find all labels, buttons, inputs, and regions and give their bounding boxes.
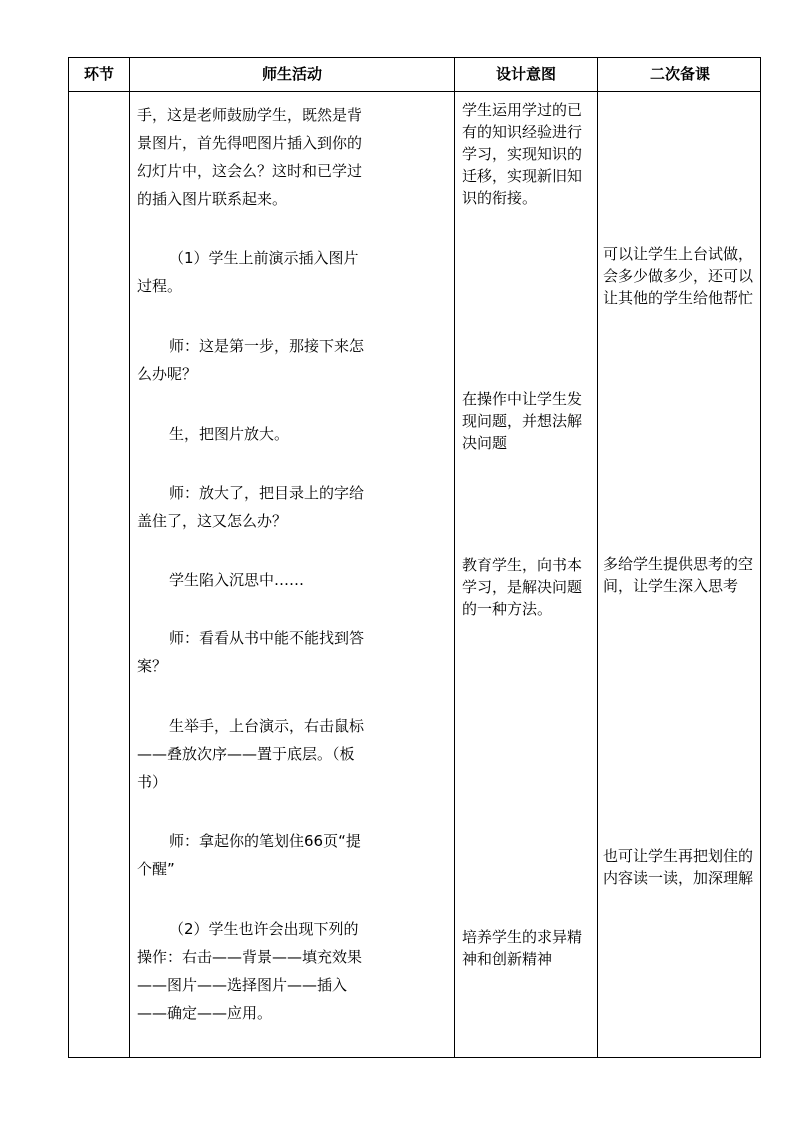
design-intent-note: 学生运用学过的已有的知识经验进行学习，实现知识的迁移，实现新旧知识的衔接。 <box>462 101 583 207</box>
lesson-plan-table <box>68 57 761 1058</box>
header-second-prep: 二次备课 <box>649 65 710 83</box>
activity-paragraph: 师：拿起你的笔划住66页“提个醒” <box>137 832 361 878</box>
header-divider <box>69 91 760 92</box>
column-divider <box>597 58 598 1057</box>
activity-paragraph: 师：这是第一步，那接下来怎么办呢？ <box>137 337 365 383</box>
design-intent-note: 在操作中让学生发现问题，并想法解决问题 <box>462 390 583 452</box>
activity-paragraph: 师：看看从书中能不能找到答案？ <box>137 629 365 675</box>
activity-paragraph: 生，把图片放大。 <box>169 425 290 443</box>
header-stage: 环节 <box>83 65 114 83</box>
activity-paragraph: （1）学生上前演示插入图片过程。 <box>137 249 359 295</box>
header-design-intent: 设计意图 <box>495 65 556 83</box>
activity-paragraph: 手，这是老师鼓励学生，既然是背景图片，首先得吧图片插入到你的幻灯片中，这会么？这时和已学过的插入图片联系起来。 <box>137 106 363 208</box>
second-prep-note: 也可让学生再把划住的内容读一读，加深理解 <box>603 847 754 887</box>
column-divider <box>454 58 455 1057</box>
activity-paragraph: 师：放大了，把目录上的字给盖住了，这又怎么办？ <box>137 484 365 530</box>
header-activities: 师生活动 <box>261 65 322 83</box>
design-intent-note: 培养学生的求异精神和创新精神 <box>462 928 583 968</box>
activity-paragraph: 学生陷入沉思中…… <box>169 571 305 589</box>
design-intent-note: 教育学生，向书本学习，是解决问题的一种方法。 <box>462 556 583 618</box>
second-prep-note: 可以让学生上台试做，会多少做多少，还可以让其他的学生给他帮忙 <box>603 245 754 307</box>
second-prep-note: 多给学生提供思考的空间，让学生深入思考 <box>603 555 754 595</box>
column-divider <box>129 58 130 1057</box>
activity-paragraph: （2）学生也许会出现下列的操作：右击——背景——填充效果——图片——选择图片——插入——确定——应用。 <box>137 920 363 1022</box>
activity-paragraph: 生举手，上台演示，右击鼠标——叠放次序——置于底层。（板书） <box>137 717 365 791</box>
